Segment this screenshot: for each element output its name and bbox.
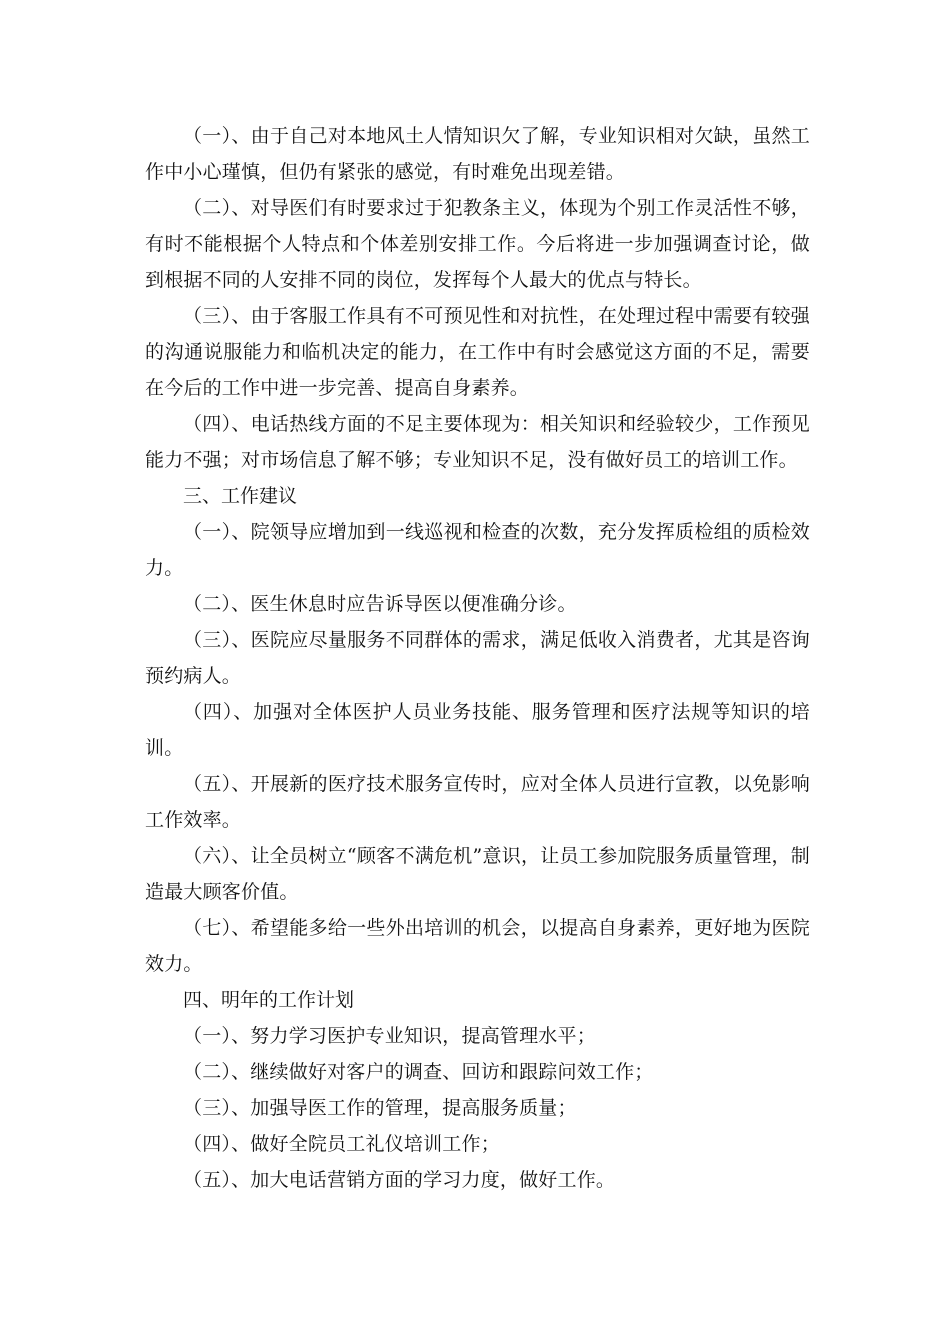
problem-paragraph-2: （二）、对导医们有时要求过于犯教条主义，体现为个别工作灵活性不够，有时不能根据个人特点和个体差别安排工作。今后将进一步加强调查讨论，做到根据不同的人安排不同的岗位，发挥每个人最大的优点与特长。	[145, 197, 810, 291]
section-heading-plans: 四、明年的工作计划	[183, 989, 355, 1011]
suggestion-paragraph-5: （五）、开展新的医疗技术服务宣传时，应对全体人员进行宣教，以免影响工作效率。	[145, 773, 810, 831]
suggestion-paragraph-7: （七）、希望能多给一些外出培训的机会，以提高自身素养，更好地为医院效力。	[145, 917, 810, 975]
suggestion-paragraph-6: （六）、让全员树立“顾客不满危机”意识，让员工参加院服务质量管理，制造最大顾客价值。	[145, 845, 810, 903]
problem-paragraph-4: （四）、电话热线方面的不足主要体现为：相关知识和经验较少，工作预见能力不强；对市场信息了解不够；专业知识不足，没有做好员工的培训工作。	[145, 413, 810, 471]
plan-item-3: （三）、加强导医工作的管理，提高服务质量；	[183, 1097, 577, 1119]
plan-item-2: （二）、继续做好对客户的调查、回访和跟踪问效工作；	[183, 1061, 654, 1083]
plan-item-5: （五）、加大电话营销方面的学习力度，做好工作。	[183, 1169, 616, 1191]
plan-item-1: （一）、努力学习医护专业知识，提高管理水平；	[183, 1025, 596, 1047]
suggestion-paragraph-1: （一）、院领导应增加到一线巡视和检查的次数，充分发挥质检组的质检效力。	[145, 521, 810, 579]
suggestion-paragraph-2: （二）、医生休息时应告诉导医以便准确分诊。	[183, 593, 577, 615]
plan-item-4: （四）、做好全院员工礼仪培训工作；	[183, 1133, 500, 1155]
document-page	[145, 118, 810, 1198]
problem-paragraph-1: （一）、由于自己对本地风土人情知识欠了解，专业知识相对欠缺，虽然工作中小心瑾慎，但仍有紧张的感觉，有时难免出现差错。	[145, 125, 810, 183]
suggestion-paragraph-4: （四）、加强对全体医护人员业务技能、服务管理和医疗法规等知识的培训。	[145, 701, 810, 759]
section-heading-suggestions: 三、工作建议	[183, 485, 298, 507]
suggestion-paragraph-3: （三）、医院应尽量服务不同群体的需求，满足低收入消费者，尤其是咨询预约病人。	[145, 629, 810, 687]
problem-paragraph-3: （三）、由于客服工作具有不可预见性和对抗性，在处理过程中需要有较强的沟通说服能力和临机决定的能力，在工作中有时会感觉这方面的不足，需要在今后的工作中进一步完善、提高自身素养。	[145, 305, 810, 399]
